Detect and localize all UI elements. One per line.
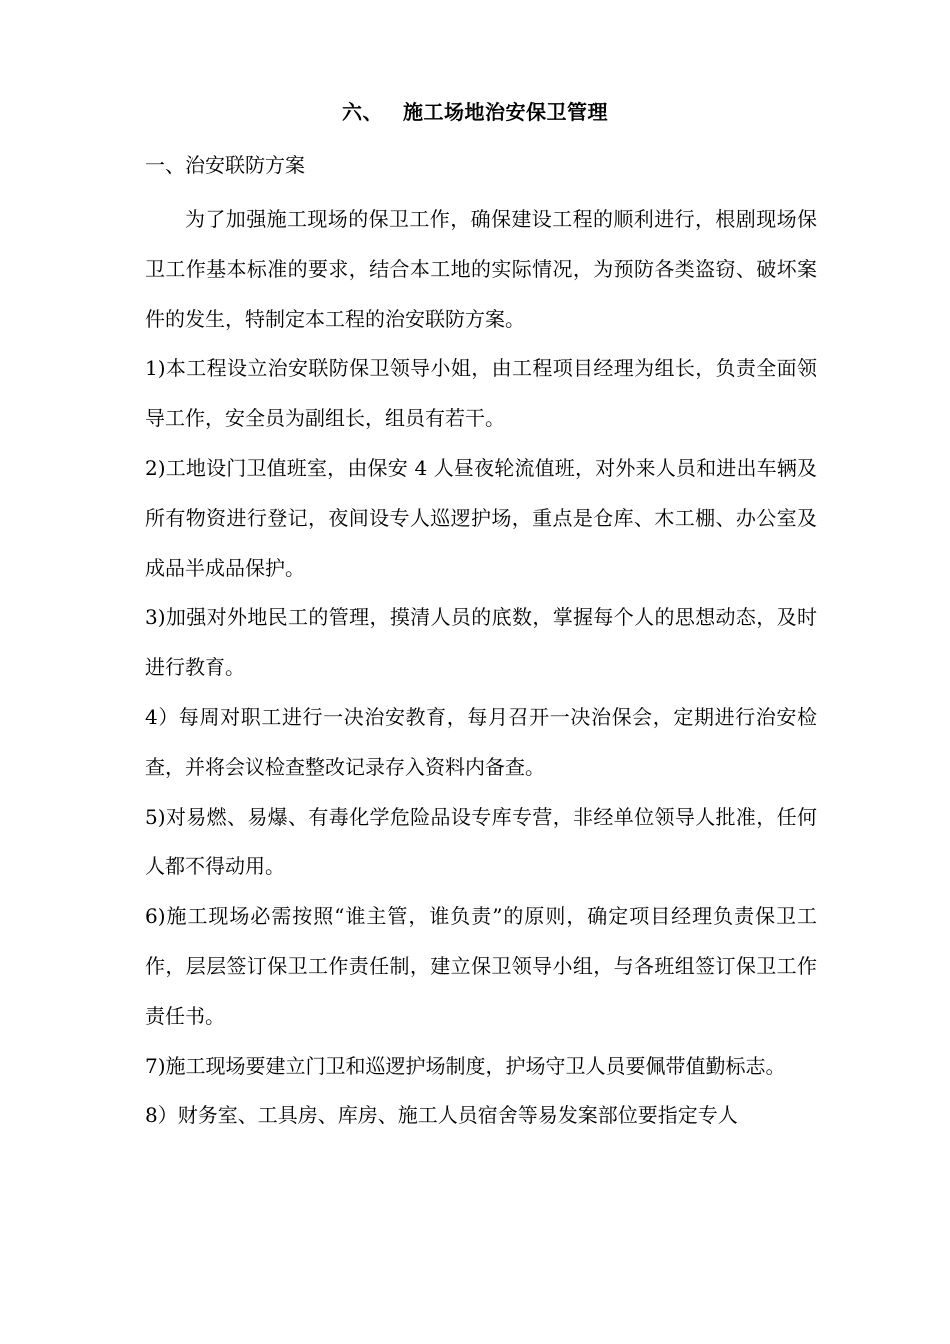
- title-number: 六、: [342, 100, 383, 124]
- list-item-6: 6)施工现场必需按照“谁主管，谁负责”的原则，确定项目经理负责保卫工作，层层签订保卫工作责任制，建立保卫领导小组，与各班组签订保卫工作责任书。: [145, 904, 817, 1028]
- intro-paragraph: 为了加强施工现场的保卫工作，确保建设工程的顺利进行，根剧现场保卫工作基本标准的要求，结合本工地的实际情况，为预防各类盗窃、破坏案件的发生，特制定本工程的治安联防方案。: [145, 207, 817, 331]
- document-title: [0, 92, 950, 132]
- list-item-2: 2)工地设门卫值班室，由保安 4 人昼夜轮流值班，对外来人员和进出车辆及所有物资进行登记，夜间设专人巡逻护场，重点是仓库、木工棚、办公室及成品半成品保护。: [145, 455, 817, 580]
- list-item-5: 5)对易燃、易爆、有毒化学危险品设专库专营，非经单位领导人批准，任何人都不得动用。: [145, 804, 817, 879]
- title-text: 施工场地治安保卫管理: [403, 100, 608, 124]
- list-item-3: 3)加强对外地民工的管理，摸清人员的底数，掌握每个人的思想动态，及时进行教育。: [145, 605, 817, 680]
- document-body: [145, 195, 817, 1141]
- list-item-4: 4）每周对职工进行一决治安教育，每月召开一决治保会，定期进行治安检查，并将会议检查整改记录存入资料内备查。: [145, 704, 817, 779]
- section-heading: 一、治安联防方案: [145, 153, 305, 177]
- list-item-8: 8）财务室、工具房、库房、施工人员宿舍等易发案部位要指定专人: [145, 1103, 738, 1128]
- list-item-1: 1)本工程设立治安联防保卫领导小姐，由工程项目经理为组长，负责全面领导工作，安全员为副组长，组员有若干。: [145, 356, 817, 431]
- list-item-7: 7)施工现场要建立门卫和巡逻护场制度，护场守卫人员要佩带值勤标志。: [145, 1053, 786, 1078]
